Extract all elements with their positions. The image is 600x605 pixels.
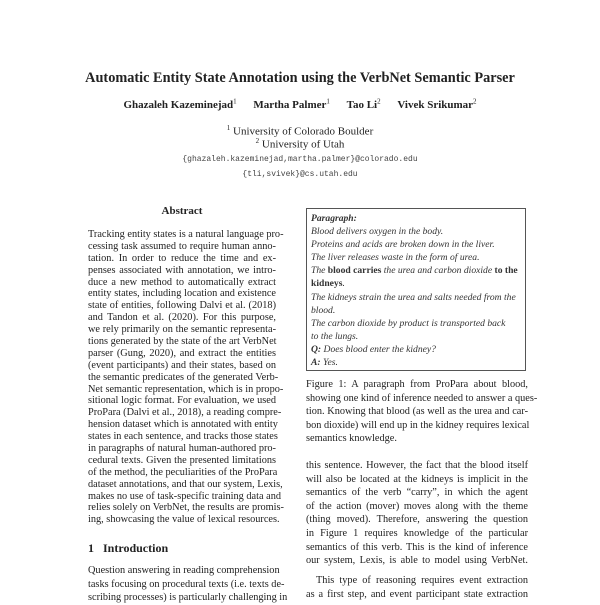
text-line: semantics knowledge. <box>306 433 397 445</box>
author: Ghazaleh Kazeminejad$^1$ <box>123 97 237 111</box>
affiliation: $^2$ University of Utah <box>255 137 345 151</box>
text-line: our system, Lexis, is able to model using VerbNet. <box>306 555 528 567</box>
text-line: tion. Knowing that blood (as well as the urea and car- <box>306 406 528 418</box>
sentence: The kidneys strain the urea and salts needed from the <box>311 291 516 303</box>
text-line: cessing task assumed to require human anno- <box>88 240 276 252</box>
author: Vivek Srikumar$^2$ <box>397 97 477 111</box>
text-line: (event participants) and their states, based on <box>88 359 276 371</box>
text-line: in paragraphs of natural human-authored pro- <box>88 443 276 455</box>
text-line: tasks focusing on procedural texts (i.e. texts de- <box>88 578 285 590</box>
sentence: The carbon dioxide by product is transported back <box>311 317 506 329</box>
text-line: duce a new method to automatically extract <box>88 276 276 288</box>
text-line: Question answering in reading comprehension <box>88 565 280 576</box>
sentence: to the lungs. <box>311 330 359 342</box>
text-line: of the action (mover) moves along with the theme <box>306 500 528 512</box>
text-line: tions generated by the state of the art VerbNet <box>88 336 277 348</box>
abstract-heading: Abstract <box>161 205 203 217</box>
text-line: parser (Gung, 2020), and extract the entities <box>88 347 276 359</box>
text-line: semantics of this verb. This is the kind of inference <box>306 541 528 553</box>
sentence: Blood delivers oxygen in the body. <box>311 226 444 238</box>
text-line: tation. In order to reduce the time and ex- <box>88 252 276 264</box>
text-line: this sentence. However, the fact that the blood itself <box>306 460 528 471</box>
text-line: state of entities, following Dalvi et al. (2018) <box>88 300 276 312</box>
answer: A: Yes. <box>311 357 338 369</box>
email: {ghazaleh.kazeminejad,martha.palmer}@colorado.edu <box>182 155 418 164</box>
text-line: the semantic predicates of the generated Verb- <box>88 371 279 383</box>
text-line: hension dataset which is annotated with entity <box>88 419 278 431</box>
sentence: Proteins and acids are broken down in the liver. <box>311 239 495 251</box>
text-line: (thing moved). Therefore, answering the question <box>306 514 528 526</box>
section-heading: 1 Introduction <box>88 541 169 555</box>
text-line: penses associated with annotation, we intro- <box>88 264 276 276</box>
body-paragraph <box>306 459 528 568</box>
sentence: blood. <box>311 304 336 316</box>
body-paragraph <box>306 574 528 601</box>
text-line: makes no use of task-specific training data and <box>88 490 282 502</box>
text-line: states in each sentence, and tracks those states <box>88 431 278 443</box>
text-line: scribing processes) is particularly challenging in <box>88 592 288 604</box>
figure-caption <box>306 378 538 446</box>
text-line: and Tandon et al. (2020). For this purpose, <box>88 312 276 324</box>
author-list <box>0 97 600 111</box>
text-line: of the method, the peculiarities of the ProPara <box>88 466 278 478</box>
question: Q: Does blood enter the kidney? <box>311 343 436 355</box>
intro-body <box>88 564 288 605</box>
text-line: Figure 1: A paragraph from ProPara about blood, <box>306 379 528 390</box>
text-line: This type of reasoning requires event extraction <box>316 575 528 586</box>
text-line: cedural texts. Given the presented limitations <box>88 454 276 466</box>
text-line: sitional logic format. For evaluation, we used <box>88 395 276 407</box>
text-line: entity states, including location and existence <box>88 288 276 300</box>
text-line: showing one kind of inference needed to answer a ques- <box>306 392 538 404</box>
text-line: dataset annotations, and that our system, Lexis, <box>88 478 283 490</box>
text-line: Tracking entity states is a natural language pro- <box>88 229 284 240</box>
abstract-body <box>88 229 284 526</box>
author: Tao Li$^2$ <box>346 97 381 111</box>
figure-1-box: Paragraph: Blood delivers oxygen in the body. Proteins and acids are broken down in the liver. The liver releases waste in the form of urea. The blood carries the urea and carbon dioxide to the kidneys. The kidneys strain the urea and salts needed from the blood. The carbon dioxide by product is transported back to the lungs. Q: Does blood enter the kidney? A: Yes. <box>306 208 526 371</box>
paragraph-label: Paragraph: <box>311 213 357 224</box>
text-line: will also be located at the kidneys is implicit in the <box>306 473 528 485</box>
text-line: as a first step, and event participant state extraction <box>306 588 528 600</box>
email: {tli,svivek}@cs.utah.edu <box>242 170 358 179</box>
text-line: we rely primarily on the semantic representa- <box>88 324 276 336</box>
text-line: relies solely on VerbNet, the results are promis- <box>88 502 284 514</box>
author: Martha Palmer$^1$ <box>253 97 330 111</box>
text-line: Net semantic representation, which is in propo- <box>88 383 284 395</box>
highlighted-sentence: The blood carries the urea and carbon dioxide to the <box>311 265 518 277</box>
text-line: bon dioxide) will end up in the kidney requires lexical <box>306 419 530 431</box>
affiliation: $^1$ University of Colorado Boulder <box>226 124 374 138</box>
text-line: ing, showcasing the value of lexical resources. <box>88 514 280 526</box>
text-line: ProPara (Dalvi et al., 2018), a reading compre- <box>88 407 282 419</box>
sentence: The liver releases waste in the form of urea. <box>311 252 480 264</box>
text-line: semantics of the verb “carry”, in which the agent <box>306 487 528 499</box>
text-line: in Figure 1 requires knowledge of the particular <box>306 527 528 539</box>
paper-title: Automatic Entity State Annotation using the VerbNet Semantic Parser <box>85 70 515 86</box>
